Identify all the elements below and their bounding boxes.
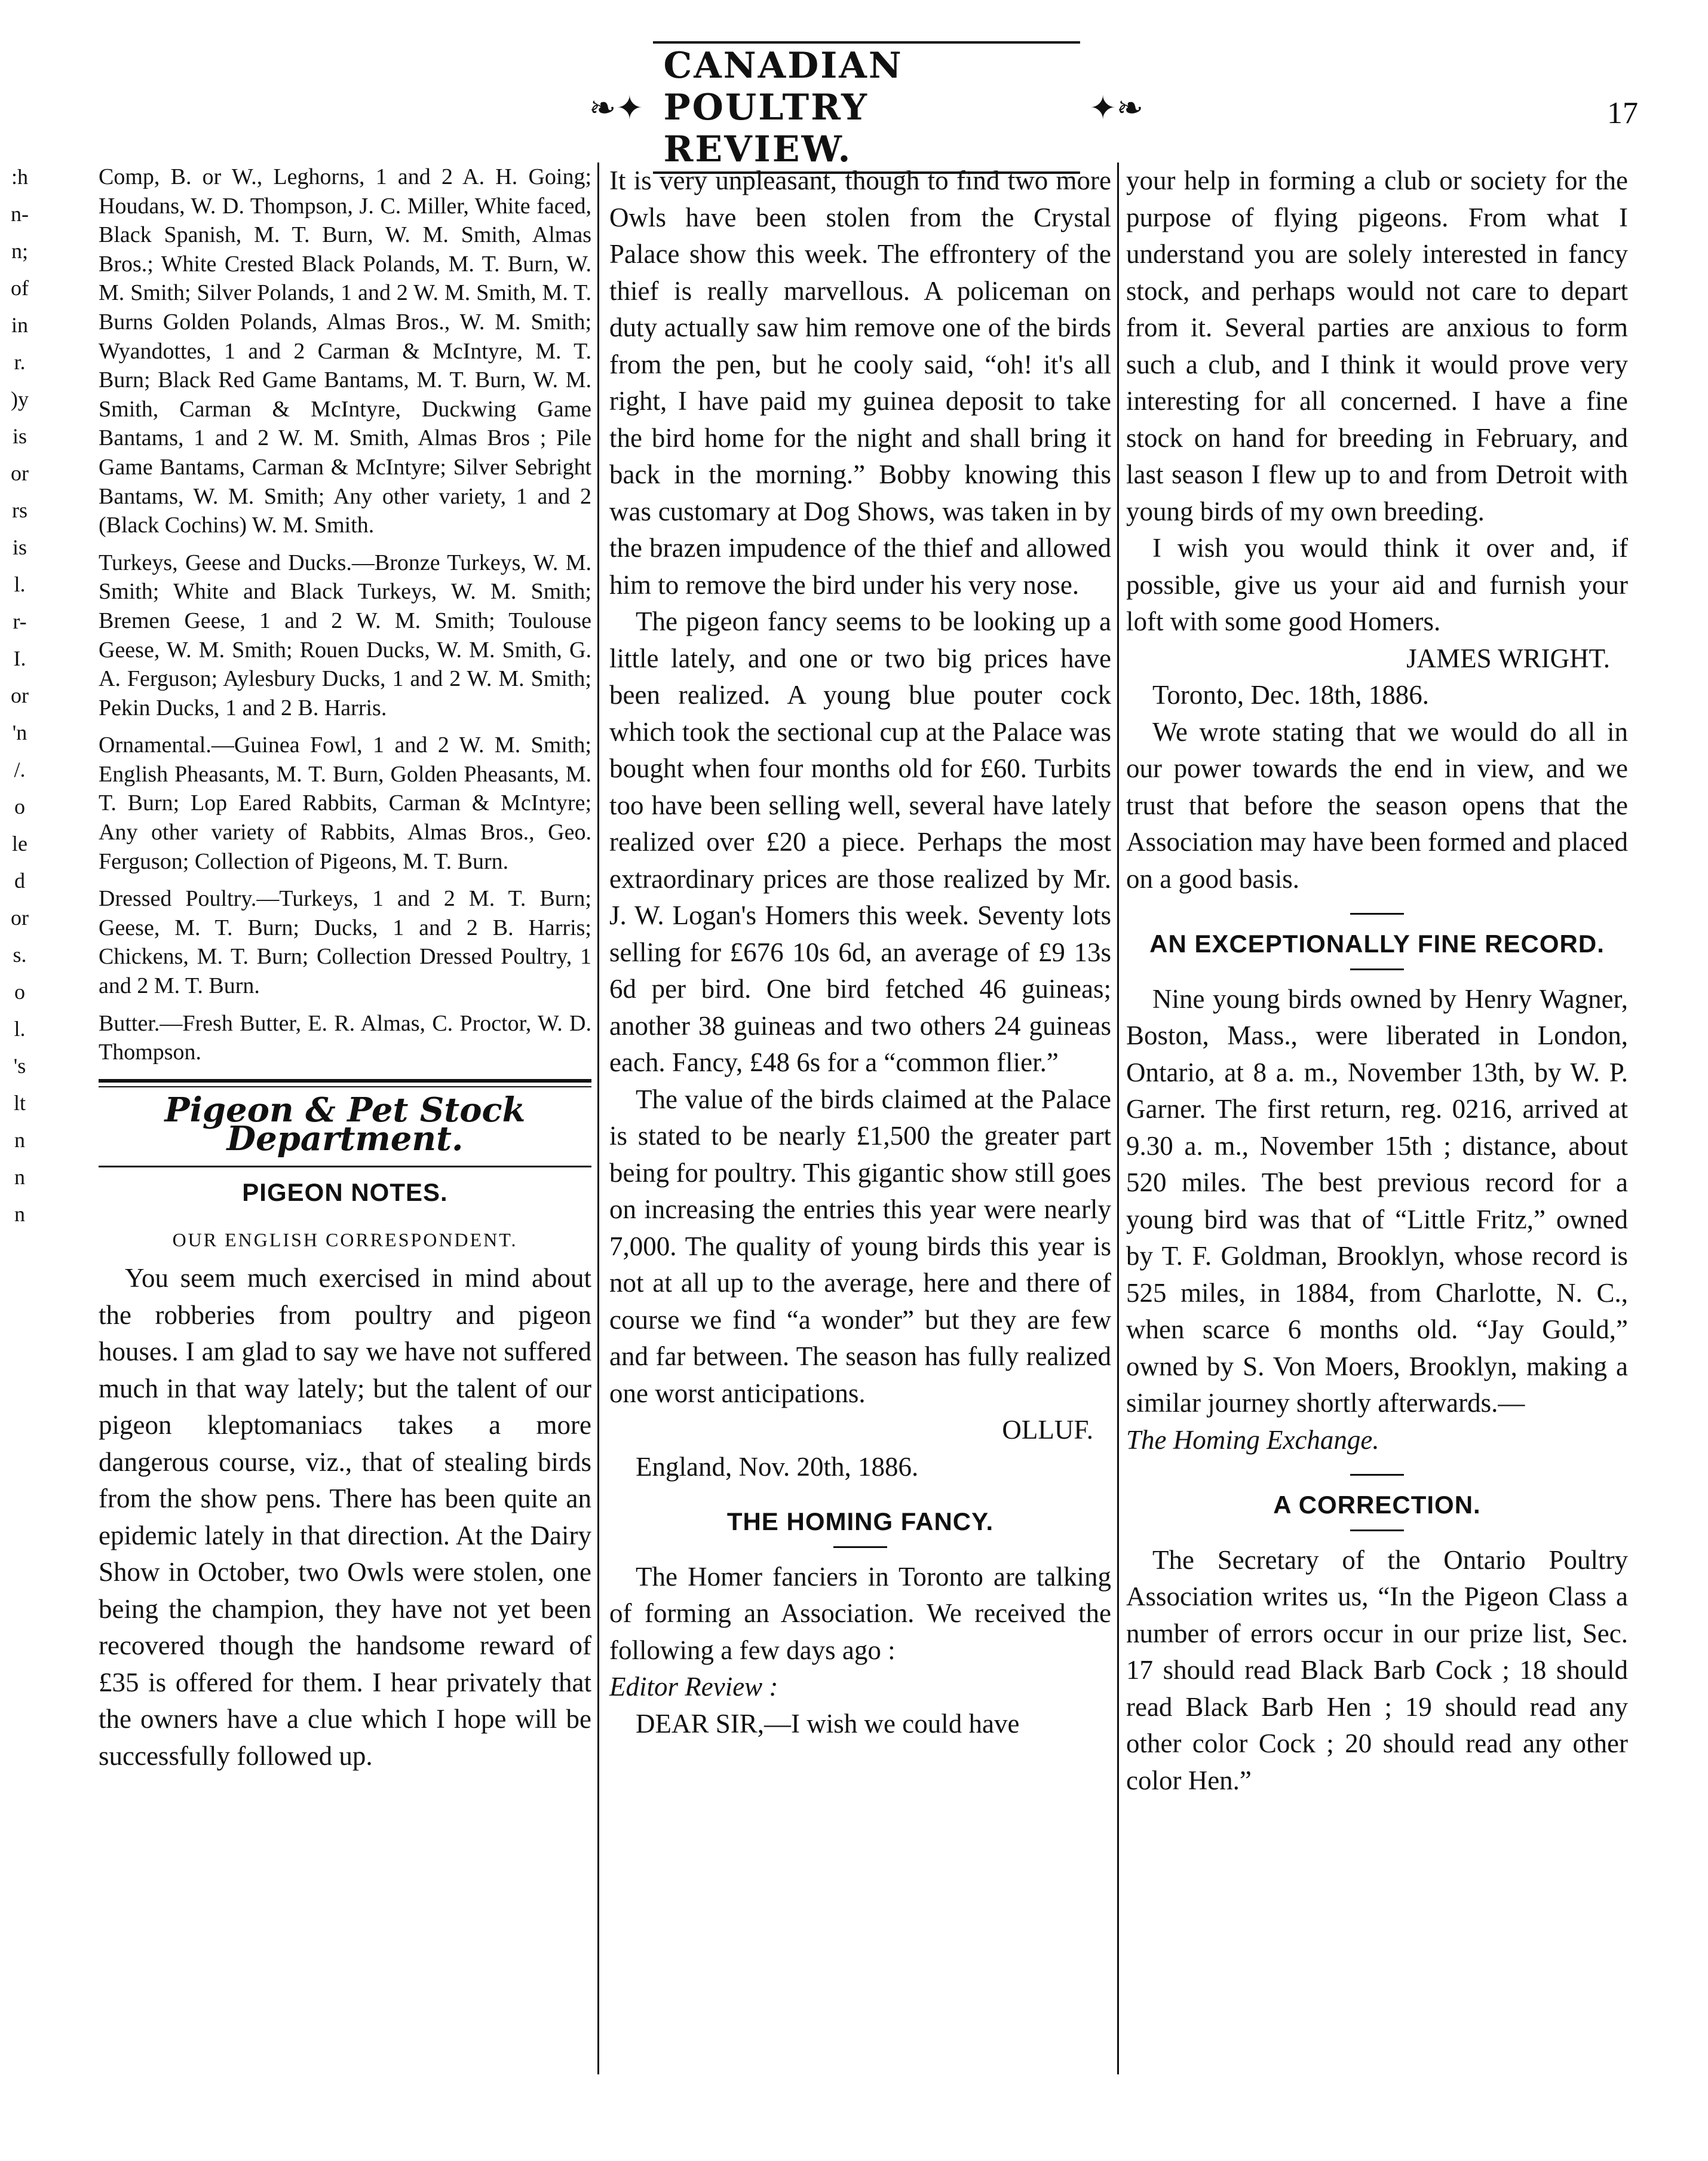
margin-fragment: or — [11, 683, 29, 707]
margin-fragment: of — [11, 276, 29, 300]
right-ornament-icon: ✦❧ — [1089, 90, 1143, 126]
correction-paragraph: The Secretary of the Ontario Poultry Association writes us, “In the Pigeon Class a number of errors occur in our prize list, Sec. 17 should read Black Barb Cock ; 18 should read Black Barb Hen ; 19 should read any other color Cock ; 20 should read any other color Hen.” — [1126, 1544, 1628, 1795]
margin-fragment: s. — [13, 943, 27, 967]
dateline-england: England, Nov. 20th, 1886. — [636, 1451, 919, 1482]
single-rule — [99, 1166, 591, 1167]
short-rule — [1350, 1474, 1404, 1476]
column-rule-2 — [1117, 163, 1119, 2074]
prize-list-dressed: Dressed Poultry.—Turkeys, 1 and 2 M. T. Burn; Geese, M. T. Burn; Ducks, 1 and 2 B. Harris; Chickens, M. T. Burn; Collection Dressed Poultry, 1 and 2 M. T. Burn. — [99, 886, 591, 999]
column-2 — [609, 163, 1111, 1742]
margin-fragment: )y — [11, 387, 29, 411]
margin-fragment: rs — [12, 498, 27, 522]
prize-list-butter: Butter.—Fresh Butter, E. R. Almas, C. Proctor, W. D. Thompson. — [99, 1010, 591, 1065]
margin-fragment: n; — [11, 239, 28, 263]
margin-fragment: r. — [14, 350, 26, 374]
letter-continuation: your help in forming a club or society for the purpose of flying pigeons. From what I understand you are solely interested in fancy stock, and perhaps would not care to depart from it. Several parties are anxious to form such a club, and I think it would prove very interesting for all concerned. I have a fine stock on hand for breeding in February, and last season I flew up to and from Detroit with young birds of my own breeding. — [1126, 165, 1628, 526]
record-heading: AN EXCEPTIONALLY FINE RECORD. — [1149, 930, 1605, 958]
short-rule — [833, 1546, 887, 1548]
margin-fragment: or — [11, 906, 29, 930]
masthead-title: CANADIAN POULTRY REVIEW. — [653, 41, 1080, 174]
correspondent-heading: OUR ENGLISH CORRESPONDENT. — [172, 1228, 518, 1250]
margin-fragment: lt — [13, 1091, 26, 1115]
pigeon-notes-heading: PIGEON NOTES. — [242, 1178, 448, 1206]
short-rule — [1350, 1529, 1404, 1531]
margin-fragment: n — [14, 1202, 25, 1226]
margin-fragment: in — [11, 313, 28, 337]
column-3 — [1126, 163, 1628, 1799]
editorial-reply: We wrote stating that we would do all in our power towards the end in view, and we trust that before the season opens that the Association may have been formed and placed on a good basis. — [1126, 716, 1628, 894]
editor-salutation: Editor Review : — [609, 1672, 778, 1702]
margin-fragment: 'n — [12, 721, 27, 744]
column-1 — [99, 163, 591, 1783]
short-rule — [1350, 968, 1404, 970]
margin-fragment: l. — [14, 1017, 26, 1041]
margin-fragment: I. — [13, 646, 26, 670]
correction-heading: A CORRECTION. — [1273, 1491, 1481, 1519]
masthead — [579, 45, 1153, 170]
homing-fancy-heading: THE HOMING FANCY. — [726, 1507, 994, 1535]
pigeon-notes-paragraph: You seem much exercised in mind about the robberies from poultry and pigeon houses. I am glad to say we have not suffered much in that way lately; but the talent of our pigeon kleptomaniacs takes a more dangerous course, viz., that of stealing birds from the show pens. There has been quite an epidemic lately in that direction. At the Dairy Show in October, two Owls were stolen, one being the champion, they have not yet been recovered though the handsome reward of £35 is offered for them. I hear privately that the owners have a clue which I hope will be successfully followed up. — [99, 1263, 591, 1771]
margin-fragment: 's — [13, 1054, 26, 1078]
prize-list-ornamental: Ornamental.—Guinea Fowl, 1 and 2 W. M. Smith; English Pheasants, M. T. Burn, Golden Pheasants, M. T. Burn; Lop Eared Rabbits, Carman & McIntyre; Any other variety of Rabbits, Almas Bros., Geo. Ferguson; Collection of Pigeons, M. T. Burn. — [99, 732, 591, 874]
margin-fragment: d — [14, 869, 25, 893]
short-rule — [1350, 913, 1404, 915]
margin-fragment: n- — [11, 202, 29, 226]
pigeon-fancy-paragraph: The pigeon fancy seems to be looking up a little lately, and one or two big prices have been realized. A young blue pouter cock which took the sectional cup at the Palace was bought when four months old for £60. Turbits too have been selling well, several have lately realized over £20 a piece. Perhaps the most extraordinary prices are those realized by Mr. J. W. Logan's Homers this week. Seventy lots selling for £676 10s 6d, an average of £9 13s 6d per bird. One bird fetched 46 guineas; another 38 guineas and two others 24 guineas each. Fancy, £48 6s for a “common flier.” — [609, 606, 1111, 1077]
margin-fragment: le — [12, 832, 27, 856]
owls-stolen-paragraph: It is very unpleasant, though to find two more Owls have been stolen from the Crystal Palace show this week. The effrontery of the thief is really marvellous. A policeman on duty actually saw him remove one of the birds from the pen, but he cooly said, “oh! it's all right, I have paid my guinea deposit to take the bird home for the night and shall bring it back in the morning.” Bobby knowing this was customary at Dog Shows, was taken in by the brazen impudence of the thief and allowed him to remove the bird under his very nose. — [609, 165, 1111, 600]
department-title: Pigeon & Pet Stock Department. — [164, 1090, 526, 1159]
left-ornament-icon: ❧✦ — [589, 90, 643, 126]
homing-fancy-paragraph: The Homer fanciers in Toronto are talking of forming an Association. We received the following a few days ago : — [609, 1561, 1111, 1665]
column-rule-1 — [597, 163, 599, 2074]
margin-fragment: is — [12, 424, 27, 448]
prize-list-turkeys: Turkeys, Geese and Ducks.—Bronze Turkeys, W. M. Smith; White and Black Turkeys, W. M. Smith; Bremen Geese, 1 and 2 W. M. Smith; Toulouse Geese, W. M. Smith; Rouen Ducks, W. M. Smith, G. A. Ferguson; Aylesbury Ducks, 1 and 2 W. M. Smith; Pekin Ducks, 1 and 2 B. Harris. — [99, 550, 591, 721]
prize-list-fowls: Comp, B. or W., Leghorns, 1 and 2 A. H. Going; Houdans, W. D. Thompson, J. C. Miller, White faced, Black Spanish, M. T. Burn, W. M. Smith, Almas Bros.; White Crested Black Polands, M. T. Burn, W. M. Smith; Silver Polands, 1 and 2 W. M. Smith, M. T. Burns Golden Polands, Almas Bros., W. M. Smith; Wyandottes, 1 and 2 Carman & McIntyre, M. T. Burn; Black Red Game Bantams, M. T. Burn, W. M. Smith, Carman & McIntyre, Duckwing Game Bantams, 1 and 2 W. M. Smith, Almas Bros ; Pile Game Bantams, Carman & McIntyre; Silver Sebright Bantams, W. M. Smith; Any other variety, 1 and 2 (Black Cochins) W. M. Smith. — [99, 164, 591, 538]
margin-fragment: /. — [14, 758, 26, 781]
signature-james-wright: JAMES WRIGHT. — [1406, 643, 1610, 673]
margin-fragment: is — [12, 535, 27, 559]
palace-value-paragraph: The value of the birds claimed at the Palace is stated to be nearly £1,500 the greater part being for poultry. This gigantic show still goes on increasing the entries this year were nearly 7,000. The quality of young birds this year is not at all up to the average, here and there of course we find “a wonder” but they are few and far between. The season has fully realized one worst anticipations. — [609, 1084, 1111, 1408]
margin-fragment: o — [14, 980, 25, 1004]
margin-fragment: :h — [11, 165, 28, 189]
margin-fragment: n — [14, 1165, 25, 1189]
margin-fragment: or — [11, 461, 29, 485]
dear-sir-line: DEAR SIR,—I wish we could have — [636, 1708, 1020, 1739]
letter-closing: I wish you would think it over and, if possible, give us your aid and furnish your loft with some good Homers. — [1126, 533, 1628, 636]
dateline-toronto: Toronto, Dec. 18th, 1886. — [1152, 680, 1430, 710]
double-rule — [99, 1079, 591, 1087]
record-paragraph: Nine young birds owned by Henry Wagner, Boston, Mass., were liberated in London, Ontario, at 8 a. m., November 13th, by W. P. Garner. The first return, reg. 0216, arrived at 9.30 a. m., November 15th ; distance, about 520 miles. The best previous record for a young bird was that of “Little Fritz,” owned by T. F. Goldman, Brooklyn, whose record is 525 miles, in 1884, from Charlotte, N. C., when scarce 6 months old. “Jay Gould,” owned by S. Von Moers, Brooklyn, making a similar journey shortly afterwards.— — [1126, 983, 1628, 1418]
margin-fragment: n — [14, 1128, 25, 1152]
record-source: The Homing Exchange. — [1126, 1424, 1379, 1455]
page-number: 17 — [1607, 96, 1638, 130]
margin-fragment: r- — [13, 609, 27, 633]
margin-fragment: o — [14, 795, 25, 819]
signature-olluf: OLLUF. — [1002, 1415, 1093, 1445]
margin-fragment: l. — [14, 572, 26, 596]
